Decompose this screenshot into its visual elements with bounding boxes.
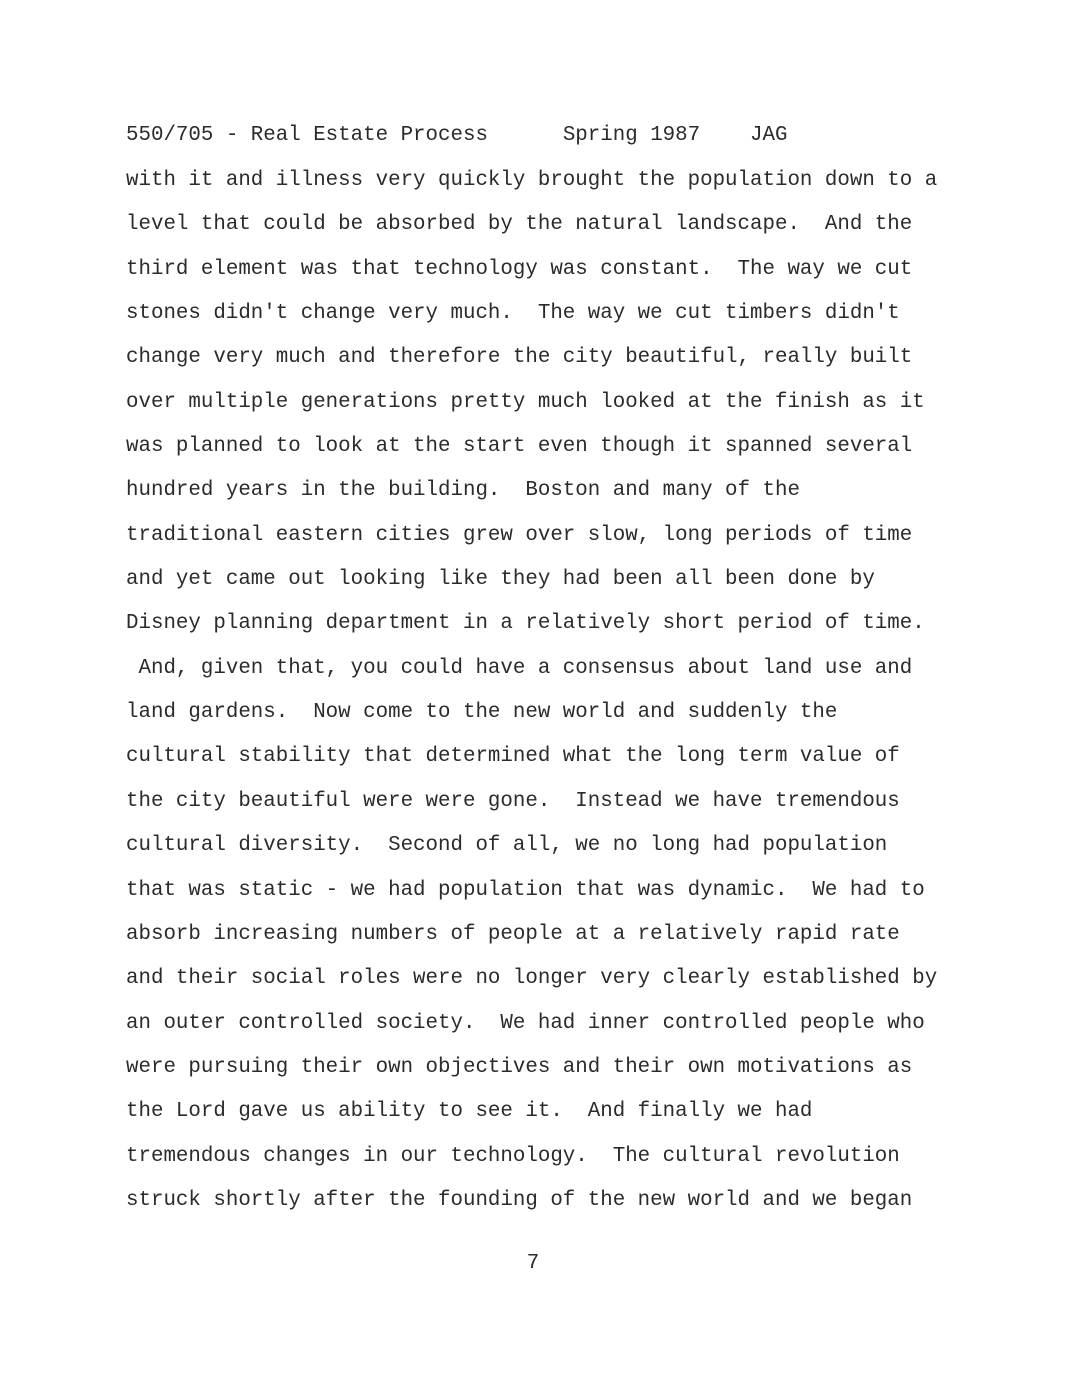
text-line: third element was that technology was constant. The way we cut (126, 257, 913, 281)
text-line: and yet came out looking like they had been all been done by (126, 568, 875, 592)
text-line: stones didn't change very much. The way we cut timbers didn't (126, 302, 900, 326)
course-title: 550/705 - Real Estate Process (126, 124, 488, 147)
text-line: the city beautiful were were gone. Instead we have tremendous (126, 789, 900, 813)
text-line: and their social roles were no longer very clearly established by (126, 967, 938, 991)
text-line: level that could be absorbed by the natural landscape. And the (126, 213, 913, 237)
text-line: change very much and therefore the city beautiful, really built (126, 346, 913, 370)
text-line: struck shortly after the founding of the new world and we began (126, 1188, 913, 1212)
text-line: was planned to look at the start even though it spanned several (126, 435, 913, 459)
body-text (126, 168, 1026, 1232)
running-header (126, 123, 788, 149)
term-label: Spring 1987 (562, 124, 701, 147)
text-line: that was static - we had population that was dynamic. We had to (126, 878, 925, 902)
text-line: the Lord gave us ability to see it. And finally we had (126, 1100, 813, 1124)
text-line: absorb increasing numbers of people at a relatively rapid rate (126, 922, 900, 946)
text-line: were pursuing their own objectives and their own motivations as (126, 1055, 913, 1079)
text-line: cultural stability that determined what the long term value of (126, 745, 900, 769)
text-line: traditional eastern cities grew over slow, long periods of time (126, 523, 913, 547)
header-gap-2 (700, 124, 750, 147)
text-line: over multiple generations pretty much looked at the finish as it (126, 390, 925, 414)
text-line: tremendous changes in our technology. The cultural revolution (126, 1144, 900, 1168)
text-line: with it and illness very quickly brought the population down to a (126, 169, 938, 192)
text-line: an outer controlled society. We had inner controlled people who (126, 1011, 925, 1035)
text-line: land gardens. Now come to the new world and suddenly the (126, 701, 838, 725)
text-line: And, given that, you could have a consensus about land use and (126, 656, 913, 680)
header-gap-1 (488, 124, 563, 147)
page-number: 7 (526, 1252, 540, 1275)
text-line: cultural diversity. Second of all, we no long had population (126, 834, 888, 858)
text-line: hundred years in the building. Boston and many of the (126, 479, 800, 503)
author-initials: JAG (750, 124, 788, 147)
text-line: Disney planning department in a relatively short period of time. (126, 612, 925, 636)
